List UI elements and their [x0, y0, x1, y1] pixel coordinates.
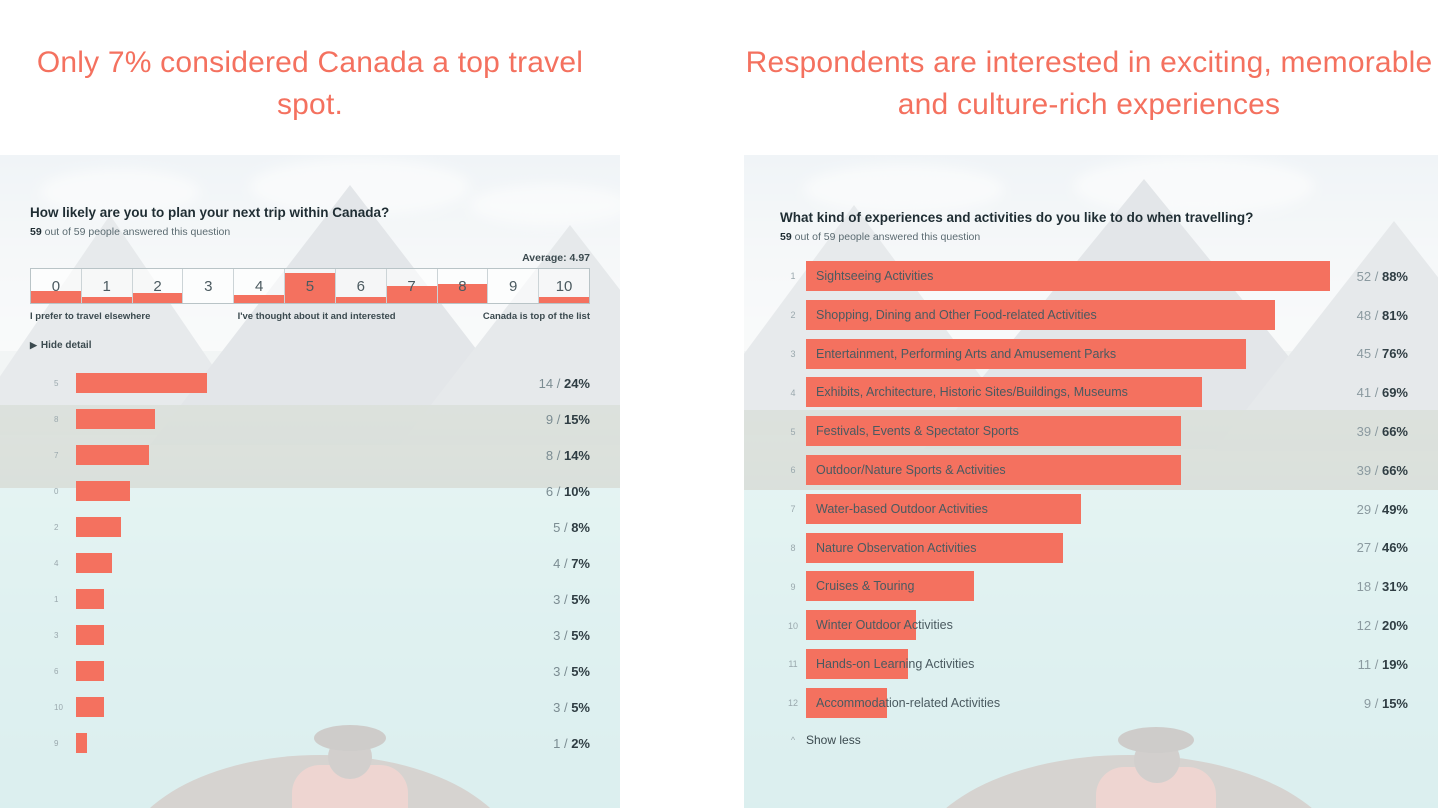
- detail-row-value: [504, 556, 590, 571]
- rating-cell-label: 4: [254, 277, 264, 295]
- detail-row-percent: 15%: [563, 411, 590, 427]
- activity-row-percent: 81%: [1381, 307, 1408, 323]
- activity-row[interactable]: [780, 567, 1408, 606]
- detail-row-percent: 5%: [571, 591, 590, 607]
- detail-row-track: [76, 617, 504, 653]
- activity-row-value: [1330, 579, 1408, 594]
- detail-row: [30, 401, 590, 437]
- left-question-widget: [30, 205, 590, 761]
- activity-row-count: 39 /: [1356, 462, 1382, 478]
- activity-row-rank: 3: [790, 348, 796, 359]
- detail-row: [30, 437, 590, 473]
- activity-row[interactable]: [780, 257, 1408, 296]
- detail-row-bar: [76, 409, 155, 429]
- detail-row-percent: 24%: [563, 375, 590, 391]
- detail-row-track: [76, 401, 504, 437]
- activity-row-track: [806, 567, 1330, 606]
- detail-row-bar: [76, 481, 130, 501]
- activity-row-value: [1330, 424, 1408, 439]
- detail-row-bar: [76, 373, 207, 393]
- rating-cell-label: 9: [509, 277, 518, 295]
- detail-row-track: [76, 653, 504, 689]
- rating-cell-fill: [234, 295, 284, 303]
- detail-row-rating: 3: [54, 630, 59, 640]
- rating-cell-2[interactable]: [133, 269, 184, 303]
- detail-row-count: 14 /: [538, 375, 564, 391]
- activity-row-value: [1330, 346, 1408, 361]
- activity-row-label: Shopping, Dining and Other Food-related Activities: [816, 307, 1097, 322]
- activity-row-count: 12 /: [1356, 618, 1382, 634]
- scale-legend: [30, 311, 590, 322]
- activity-row-track: [806, 451, 1330, 490]
- detail-row-value: [504, 736, 590, 751]
- detail-row-value: [504, 448, 590, 463]
- scale-legend-left: I prefer to travel elsewhere: [30, 311, 151, 322]
- activity-row-value: [1330, 502, 1408, 517]
- activity-row[interactable]: [780, 529, 1408, 568]
- activity-row[interactable]: [780, 373, 1408, 412]
- right-response-count-number: 59: [780, 231, 792, 243]
- detail-row-bar: [76, 733, 87, 753]
- rating-cell-label: 3: [204, 277, 213, 295]
- detail-row-bar: [76, 697, 104, 717]
- rating-cell-label: 8: [458, 277, 467, 295]
- activity-row-label: Exhibits, Architecture, Historic Sites/Buildings, Museums: [816, 385, 1128, 400]
- rating-cell-fill: [336, 297, 386, 303]
- detail-row-rating: 0: [54, 486, 59, 496]
- rating-cell-1[interactable]: [82, 269, 133, 303]
- activity-row-label: Water-based Outdoor Activities: [816, 501, 988, 516]
- detail-row-track: [76, 473, 504, 509]
- activity-row[interactable]: [780, 451, 1408, 490]
- detail-row-bar: [76, 589, 104, 609]
- activity-row-label: Nature Observation Activities: [816, 540, 977, 555]
- activity-row-rank: 11: [788, 659, 798, 670]
- activity-row[interactable]: [780, 490, 1408, 529]
- caret-right-icon: ▶: [30, 340, 37, 350]
- activity-row-percent: 66%: [1381, 462, 1408, 478]
- rating-cell-label: 1: [102, 277, 111, 295]
- activity-row[interactable]: [780, 296, 1408, 335]
- right-survey-panel: [744, 155, 1438, 808]
- detail-row-track: [76, 509, 504, 545]
- detail-row: [30, 473, 590, 509]
- detail-row: [30, 617, 590, 653]
- rating-cell-fill: [82, 297, 132, 303]
- rating-cell-7[interactable]: [387, 269, 438, 303]
- activity-row-count: 48 /: [1356, 307, 1382, 323]
- activity-row-percent: 31%: [1381, 579, 1408, 595]
- left-response-count-text: out of 59 people answered this question: [41, 226, 231, 238]
- activity-row-track: [806, 412, 1330, 451]
- detail-row-count: 5 /: [553, 519, 572, 535]
- detail-row-count: 1 /: [553, 735, 572, 751]
- activity-row-value: [1330, 657, 1408, 672]
- activity-row-label: Hands-on Learning Activities: [816, 656, 975, 671]
- detail-row-value: [504, 412, 590, 427]
- detail-row-rating: 5: [54, 378, 59, 388]
- right-response-count: [780, 231, 1408, 243]
- activity-row-value: [1330, 308, 1408, 323]
- detail-row: [30, 545, 590, 581]
- activity-row-track: [806, 645, 1330, 684]
- detail-row-rating: 2: [54, 522, 59, 532]
- left-detail-bar-list: [30, 365, 590, 761]
- detail-row-count: 3 /: [553, 627, 572, 643]
- rating-cell-4[interactable]: [234, 269, 285, 303]
- right-question-title: What kind of experiences and activities do you like to do when travelling?: [780, 210, 1254, 225]
- activity-row-percent: 49%: [1381, 501, 1408, 517]
- detail-row-value: [504, 592, 590, 607]
- detail-row-track: [76, 545, 504, 581]
- right-question-widget: [780, 210, 1408, 757]
- activity-row-track: [806, 373, 1330, 412]
- detail-row-track: [76, 581, 504, 617]
- detail-row-percent: 10%: [563, 483, 590, 499]
- detail-row-track: [76, 437, 504, 473]
- detail-row-value: [504, 484, 590, 499]
- detail-row-value: [504, 628, 590, 643]
- detail-row-rating: 1: [54, 594, 59, 604]
- detail-row-percent: 7%: [571, 555, 590, 571]
- activity-row-value: [1330, 269, 1408, 284]
- caret-up-icon: ^: [790, 734, 796, 745]
- rating-cell-label: 7: [407, 277, 416, 295]
- detail-row-percent: 8%: [571, 519, 590, 535]
- activity-row-percent: 76%: [1381, 346, 1408, 362]
- activity-row-rank: 9: [790, 581, 796, 592]
- activity-row-value: [1330, 696, 1408, 711]
- detail-row-rating: 4: [54, 558, 59, 568]
- activity-row-percent: 46%: [1381, 540, 1408, 556]
- rating-cell-5[interactable]: [285, 269, 336, 303]
- detail-row: [30, 689, 590, 725]
- rating-cell-label: 2: [153, 277, 162, 295]
- detail-row-track: [76, 725, 504, 761]
- activity-row-count: 11 /: [1357, 656, 1382, 672]
- activity-row-track: [806, 529, 1330, 568]
- detail-row-count: 4 /: [553, 555, 572, 571]
- activity-row-rank: 4: [790, 387, 796, 398]
- activity-row-count: 29 /: [1356, 501, 1382, 517]
- rating-cell-label: 0: [51, 277, 61, 295]
- activity-row-label: Sightseeing Activities: [816, 269, 934, 283]
- detail-row-count: 9 /: [545, 411, 564, 427]
- activity-row-count: 45 /: [1356, 346, 1382, 362]
- activity-row-track: [806, 606, 1330, 645]
- rating-cell-6[interactable]: [336, 269, 387, 303]
- activity-row-count: 52 /: [1356, 268, 1382, 284]
- rating-cell-8[interactable]: [438, 269, 489, 303]
- activity-row-count: 39 /: [1356, 424, 1382, 440]
- hide-detail-toggle[interactable]: [30, 340, 590, 351]
- activity-row-percent: 19%: [1381, 656, 1408, 672]
- detail-row-count: 3 /: [553, 591, 572, 607]
- show-less-toggle[interactable]: [780, 723, 1408, 757]
- activity-row[interactable]: [780, 335, 1408, 374]
- detail-row-rating: 9: [54, 738, 59, 748]
- activity-row[interactable]: [780, 645, 1408, 684]
- detail-row: [30, 581, 590, 617]
- activity-row[interactable]: [780, 684, 1408, 723]
- detail-row: [30, 365, 590, 401]
- rating-cell-label: 5: [305, 277, 315, 295]
- left-survey-panel: [0, 155, 620, 808]
- rating-cell-fill: [539, 297, 589, 303]
- activity-row-count: 41 /: [1356, 385, 1382, 401]
- left-headline: Only 7% considered Canada a top travel spot.: [36, 46, 584, 121]
- detail-row-rating: 6: [54, 666, 59, 676]
- activity-row-label: Accommodation-related Activities: [816, 695, 1001, 710]
- activity-row-label: Cruises & Touring: [816, 579, 915, 594]
- detail-row: [30, 653, 590, 689]
- detail-row-count: 3 /: [553, 663, 572, 679]
- activity-row-count: 18 /: [1356, 579, 1382, 595]
- activity-row-value: [1330, 463, 1408, 478]
- detail-row-value: [504, 664, 590, 679]
- left-response-count: [30, 226, 590, 238]
- activity-row-rank: 2: [790, 310, 796, 321]
- rating-cell-label: 10: [555, 277, 573, 295]
- detail-row-count: 8 /: [545, 447, 564, 463]
- detail-row-percent: 2%: [571, 735, 590, 751]
- detail-row-count: 3 /: [553, 699, 572, 715]
- detail-row: [30, 509, 590, 545]
- activity-row-value: [1330, 540, 1408, 555]
- activity-row-value: [1330, 618, 1408, 633]
- rating-cell-10[interactable]: [539, 269, 589, 303]
- rating-scale[interactable]: [30, 268, 590, 304]
- detail-row-rating: 7: [54, 450, 59, 460]
- detail-row-bar: [76, 625, 104, 645]
- activity-row-value: [1330, 385, 1408, 400]
- detail-row-rating: 10: [54, 702, 63, 712]
- right-headline: Respondents are interested in exciting, memorable and culture-rich experiences: [745, 46, 1433, 121]
- detail-row-percent: 5%: [571, 663, 590, 679]
- activity-row-track: [806, 257, 1330, 296]
- activity-row-count: 9 /: [1363, 695, 1382, 711]
- left-response-count-number: 59: [30, 226, 42, 238]
- detail-row-count: 6 /: [545, 483, 564, 499]
- activity-row-label: Festivals, Events & Spectator Sports: [816, 424, 1019, 439]
- activity-row-percent: 66%: [1381, 424, 1408, 440]
- rating-cell-0[interactable]: [31, 269, 82, 303]
- detail-row-bar: [76, 517, 121, 537]
- detail-row-percent: 14%: [563, 447, 590, 463]
- rating-cell-3[interactable]: [183, 269, 234, 303]
- activity-row-label: Outdoor/Nature Sports & Activities: [816, 462, 1006, 477]
- activity-row-rank: 6: [790, 465, 796, 476]
- detail-row-track: [76, 689, 504, 725]
- activity-row-track: [806, 335, 1330, 374]
- hide-detail-label: Hide detail: [40, 340, 92, 351]
- activity-row[interactable]: [780, 412, 1408, 451]
- detail-row-bar: [76, 553, 112, 573]
- activity-row-track: [806, 296, 1330, 335]
- detail-row-percent: 5%: [571, 699, 590, 715]
- activity-row-percent: 69%: [1381, 385, 1408, 401]
- detail-row-bar: [76, 661, 104, 681]
- detail-row-value: [504, 700, 590, 715]
- activity-row-label: Winter Outdoor Activities: [816, 618, 953, 633]
- detail-row: [30, 725, 590, 761]
- right-activity-bar-list: [780, 257, 1408, 723]
- activity-row-rank: 5: [790, 426, 796, 437]
- activity-row-percent: 20%: [1381, 618, 1408, 634]
- activity-row[interactable]: [780, 606, 1408, 645]
- activity-row-rank: 10: [787, 620, 798, 631]
- rating-cell-9[interactable]: [488, 269, 539, 303]
- scale-legend-middle: I've thought about it and interested: [237, 311, 396, 322]
- right-response-count-text: out of 59 people answered this question: [791, 231, 981, 243]
- activity-row-percent: 15%: [1381, 695, 1408, 711]
- activity-row-count: 27 /: [1356, 540, 1382, 556]
- left-question-title: How likely are you to plan your next trip within Canada?: [30, 205, 390, 220]
- activity-row-label: Entertainment, Performing Arts and Amusement Parks: [816, 346, 1117, 361]
- show-less-label: Show less: [806, 732, 861, 747]
- activity-row-rank: 7: [790, 504, 796, 515]
- detail-row-track: [76, 365, 504, 401]
- rating-cell-label: 6: [356, 277, 365, 295]
- detail-row-rating: 8: [54, 414, 59, 424]
- left-average-label: Average: 4.97: [522, 252, 590, 264]
- detail-row-value: [504, 376, 590, 391]
- activity-row-rank: 1: [790, 271, 796, 282]
- activity-row-percent: 88%: [1381, 268, 1408, 284]
- activity-row-rank: 8: [790, 542, 796, 553]
- activity-row-rank: 12: [787, 698, 798, 709]
- activity-row-track: [806, 684, 1330, 723]
- detail-row-value: [504, 520, 590, 535]
- scale-legend-right: Canada is top of the list: [482, 311, 590, 322]
- detail-row-percent: 5%: [571, 627, 590, 643]
- activity-row-track: [806, 490, 1330, 529]
- detail-row-bar: [76, 445, 149, 465]
